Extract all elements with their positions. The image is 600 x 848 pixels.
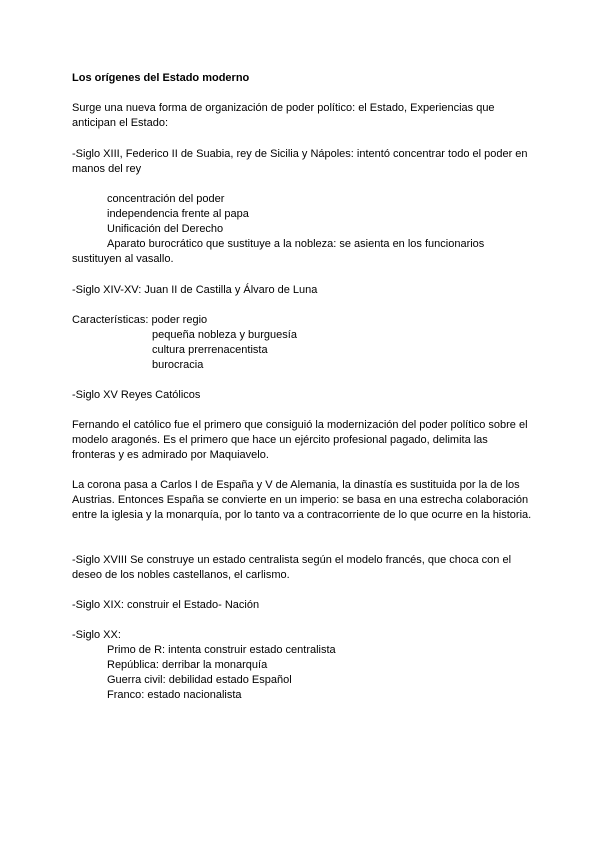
siglo-xx-list [107,643,532,703]
siglo-xv-heading: -Siglo XV Reyes Católicos [72,389,201,401]
list-item: cultura prerrenacentista [152,344,268,356]
caracteristicas-list [152,328,297,373]
list-item: Unificación del Derecho [107,223,224,235]
list-item: Franco: estado nacionalista [107,689,242,701]
caracteristicas-label-text: Características: [72,314,149,326]
siglo-xiii-list [107,192,532,252]
list-item: Primo de R: intenta construir estado centralista [107,644,336,656]
siglo-xiii-heading: -Siglo XIII, Federico II de Suabia, rey de Sicilia y Nápoles: intentó concentrar todo el poder en manos del rey [72,148,528,175]
siglo-xviii-paragraph: -Siglo XVIII Se construye un estado centralista según el modelo francés, que choca con el deseo de los nobles castellanos, el carlismo. [72,554,512,581]
list-item: República: derribar la monarquía [107,659,268,671]
siglo-xx-heading: -Siglo XX: [72,629,121,641]
document-title: Los orígenes del Estado moderno [72,72,250,84]
list-item: concentración del poder [107,193,225,205]
list-item: Guerra civil: debilidad estado Español [107,674,292,686]
siglo-xiv-heading: -Siglo XIV-XV: Juan II de Castilla y Álvaro de Luna [72,284,318,296]
list-item: poder regio [151,314,208,326]
corona-paragraph: La corona pasa a Carlos I de España y V de Alemania, la dinastía es sustituida por la de los Austrias. Entonces España se convierte en un imperio: se basa en una estrecha colaboración entre la iglesia y la monarquía, por lo tanto va a contracorriente de lo que ocurre en la historia. [72,479,532,521]
caracteristicas-label [72,313,532,328]
fernando-paragraph: Fernando el católico fue el primero que consiguió la modernización del poder político sobre el modelo aragonés. Es el primero que hace un ejército profesional pagado, delimita las fronteras y es admirado por Maquiavelo. [72,419,528,461]
siglo-xiii-last-line: sustituyen al vasallo. [72,253,174,265]
intro-paragraph: Surge una nueva forma de organización de poder político: el Estado, Experiencias que anticipan el Estado: [72,102,495,129]
list-item: pequeña nobleza y burguesía [152,329,297,341]
list-item: independencia frente al papa [107,208,249,220]
siglo-xix-heading: -Siglo XIX: construir el Estado- Nación [72,599,260,611]
list-item: burocracia [152,359,204,371]
list-item: Aparato burocrático que sustituye a la nobleza: se asienta en los funcionarios [107,238,485,250]
